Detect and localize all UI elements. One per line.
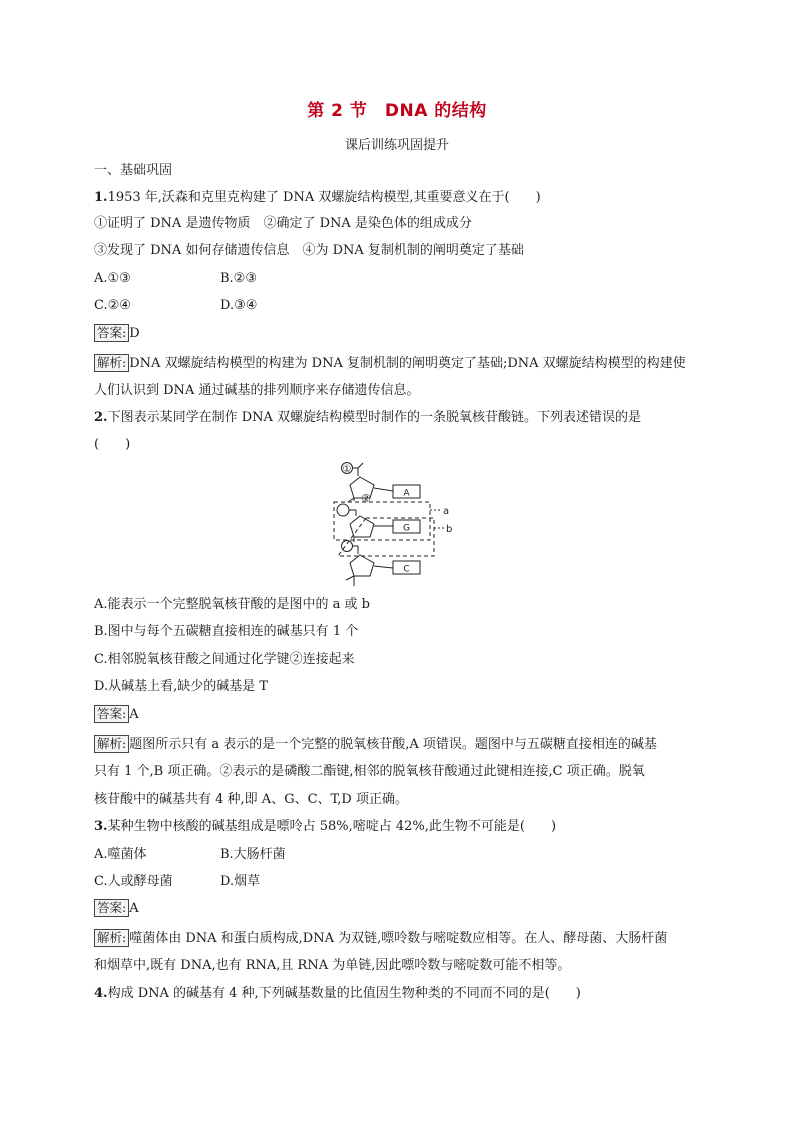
option-b: B.大肠杆菌 — [220, 847, 286, 862]
question-1-statement-2: ③发现了 DNA 如何存储遗传信息 ④为 DNA 复制机制的阐明奠定了基础 — [94, 243, 524, 258]
question-2-option-d: D.从碱基上看,缺少的碱基是 T — [94, 679, 269, 694]
answer-value: A — [129, 707, 139, 722]
option-a: A.①③ — [94, 271, 131, 286]
question-2-stem: 2.下图表示某同学在制作 DNA 双螺旋结构模型时制作的一条脱氧核苷酸链。下列表述错误的是 — [94, 410, 642, 425]
page-subtitle: 课后训练巩固提升 — [344, 138, 449, 153]
question-1-statement-1: ①证明了 DNA 是遗传物质 ②确定了 DNA 是染色体的组成成分 — [94, 216, 472, 231]
base-g-label: G — [403, 523, 410, 534]
option-b: B.②③ — [220, 271, 257, 286]
question-1-stem: 1.1953 年,沃森和克里克构建了 DNA 双螺旋结构模型,其重要意义在于( ) — [94, 190, 541, 205]
question-1-options-row-1 — [94, 269, 394, 289]
base-a-label: A — [403, 488, 410, 499]
page-title: 第 2 节 DNA 的结构 — [307, 101, 487, 121]
question-3-stem: 3.某种生物中核酸的碱基组成是嘌呤占 58%,嘧啶占 42%,此生物不可能是( ) — [94, 819, 557, 834]
answer-value: D — [129, 326, 140, 341]
question-3-analysis-line-2: 和烟草中,既有 DNA,也有 RNA,且 RNA 为单链,因此嘌呤数与嘧啶数可能不相等。 — [94, 958, 571, 973]
base-c-label: C — [403, 564, 410, 575]
question-3-analysis-line-1: 解析: 噬菌体由 DNA 和蛋白质构成,DNA 为双链,嘌呤数与嘧啶数应相等。在人、酵母菌、大肠杆菌 — [94, 929, 667, 949]
question-2-option-b: B.图中与每个五碳糖直接相连的碱基只有 1 个 — [94, 624, 359, 639]
answer-value: A — [129, 901, 139, 916]
analysis-label: 解析: — [94, 929, 129, 947]
label-a: a — [443, 506, 450, 517]
analysis-label: 解析: — [94, 354, 129, 372]
question-number: 2. — [94, 410, 108, 425]
sugar-pentagon — [350, 516, 374, 537]
option-d: D.烟草 — [220, 874, 261, 889]
section-heading: 一、基础巩固 — [94, 163, 173, 178]
question-1-analysis-line-1: 解析: DNA 双螺旋结构模型的构建为 DNA 复制机制的阐明奠定了基础;DNA 双螺旋结构模型的构建使 — [94, 354, 686, 374]
question-2-answer — [94, 705, 139, 725]
question-number: 1. — [94, 190, 108, 205]
question-1-answer — [94, 324, 140, 344]
question-2-analysis-line-1: 解析: 题图所示只有 a 表示的是一个完整的脱氧核苷酸,A 项错误。题图中与五碳糖直接相连的碱基 — [94, 735, 657, 755]
question-number: 4. — [94, 986, 108, 1001]
label-b: b — [446, 524, 453, 535]
question-3-options-row-1 — [94, 845, 394, 865]
option-d: D.③④ — [220, 298, 258, 313]
answer-label: 答案: — [94, 324, 129, 342]
option-c: C.人或酵母菌 — [94, 874, 173, 889]
option-a: A.噬菌体 — [94, 847, 147, 862]
question-2-option-a: A.能表示一个完整脱氧核苷酸的是图中的 a 或 b — [94, 597, 370, 612]
question-2-analysis-line-2: 只有 1 个,B 项正确。②表示的是磷酸二酯键,相邻的脱氧核苷酸通过此键相连接,C 项正确。脱氧 — [94, 764, 645, 779]
question-3-answer — [94, 899, 139, 919]
question-number: 3. — [94, 819, 108, 834]
question-2-option-c: C.相邻脱氧核苷酸之间通过化学键②连接起来 — [94, 652, 355, 667]
option-c: C.②④ — [94, 298, 131, 313]
answer-label: 答案: — [94, 899, 129, 917]
question-1-analysis-line-2: 人们认识到 DNA 通过碱基的排列顺序来存储遗传信息。 — [94, 383, 420, 398]
question-2-analysis-line-3: 核苷酸中的碱基共有 4 种,即 A、G、C、T,D 项正确。 — [94, 792, 408, 807]
answer-label: 答案: — [94, 705, 129, 723]
question-1-options-row-2 — [94, 296, 394, 316]
question-4-stem: 4.构成 DNA 的碱基有 4 种,下列碱基数量的比值因生物种类的不同而不同的是( ) — [94, 986, 581, 1001]
question-3-options-row-2 — [94, 872, 394, 892]
sugar-pentagon — [350, 555, 374, 576]
nucleotide-chain-figure — [330, 458, 460, 590]
analysis-label: 解析: — [94, 735, 129, 753]
label-two: ② — [361, 492, 371, 505]
question-2-stem-line-2: ( ) — [94, 437, 131, 452]
label-one: ① — [342, 464, 352, 475]
phosphate-circle — [337, 504, 349, 516]
